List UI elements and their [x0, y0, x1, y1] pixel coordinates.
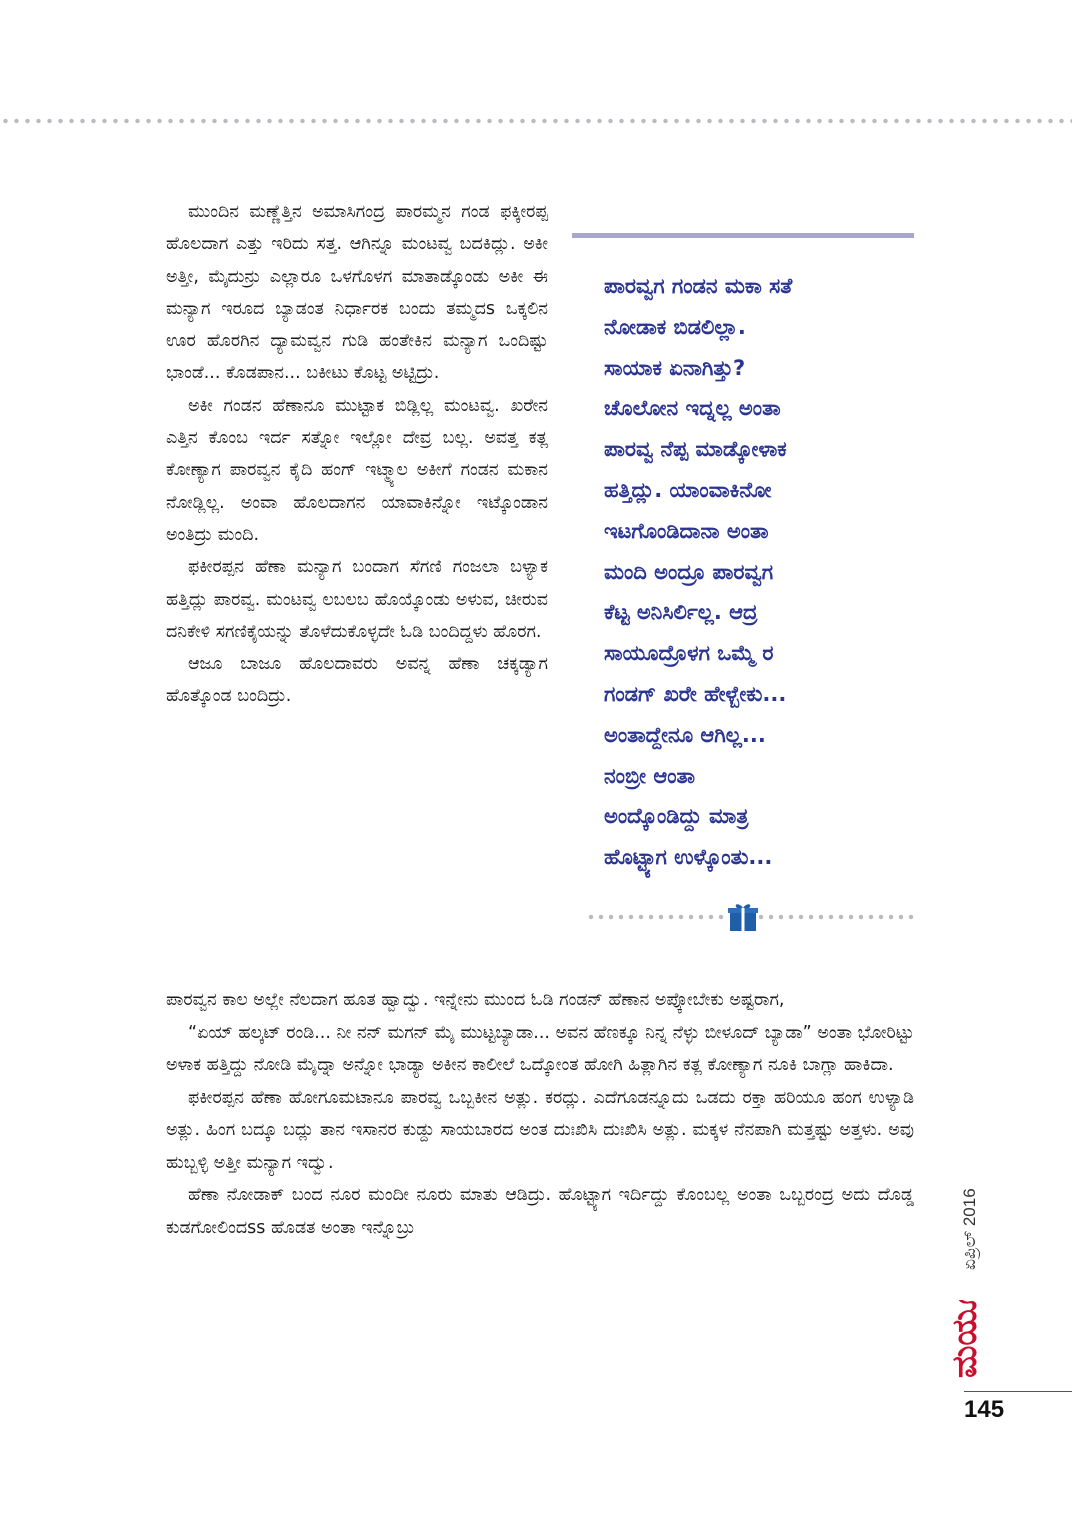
pull-quote-line: ಮಂದಿ ಅಂದ್ರೂ ಪಾರವ್ವಗ: [604, 559, 774, 584]
pull-quote-line: ನೋಡಾಕ ಬಿಡಲಿಲ್ಲಾ.: [604, 314, 746, 339]
paragraph: ಆಜೂ ಬಾಜೂ ಹೊಲದಾವರು ಅವನ್ನ ಹೆಣಾ ಚಕ್ಕಡ್ಯಾಗ ಹೊತ್ಕೊಂಡ ಬಂದಿದ್ರು.: [166, 654, 548, 707]
page-number: 145: [964, 1396, 1005, 1423]
pull-quote-line: ಇಟಗೊಂಡಿದಾನಾ ಅಂತಾ: [604, 518, 769, 543]
paragraph: ಮುಂದಿನ ಮಣ್ಣೆತ್ತಿನ ಅಮಾಸಿಗಂದ್ರ ಪಾರಮ್ಮನ ಗಂಡ ಫಕ್ಕೀರಪ್ಪ ಹೊಲದಾಗ ಎತ್ತು ಇರಿದು ಸತ್ತ. ಆಗಿನ್ನೂ ಮಂಟವ್ವ ಬದಕಿದ್ಲು. ಅಕೀ ಅತ್ತೀ, ಮೈದುನ್ರು ಎಲ್ಲಾರೂ ಒಳಗೊಳಗ ಮಾತಾಡ್ಕೊಂಡು ಅಕೀ ಈ ಮನ್ಯಾಗ ಇರೂದ ಬ್ಯಾಡಂತ ನಿರ್ಧಾರಕ ಬಂದು ತಮ್ಮದs ಒಕ್ಕಲಿನ ಊರ ಹೊರಗಿನ ದ್ಯಾಮವ್ವನ ಗುಡಿ ಹಂತೇಕಿನ ಮನ್ಯಾಗ ಒಂದಿಷ್ಟು ಭಾಂಡೆ... ಕೊಡಪಾನ... ಬಕೀಟು ಕೊಟ್ಟ ಅಟ್ಟಿದ್ರು.: [166, 202, 548, 384]
gift-icon: [727, 902, 759, 932]
pull-quote-line: ಸಾಯಾಕ ಏನಾಗಿತ್ತು?: [604, 355, 746, 380]
paragraph: ಪಾರವ್ವನ ಕಾಲ ಅಲ್ಲೇ ನೆಲದಾಗ ಹೂತ ಹ್ವಾದ್ವು. ಇನ್ನೇನು ಮುಂದ ಓಡಿ ಗಂಡನ್ ಹೆಣಾನ ಅಪ್ಕೋಬೇಕು ಅಷ್ಟರಾಗ,: [166, 990, 785, 1010]
pull-quote-line: ಹತ್ತಿದ್ಲು. ಯಾಂವಾಕಿನೋ: [604, 477, 772, 502]
masthead-logo: [936, 1300, 996, 1380]
pull-quote-line: ಕೆಟ್ಟ ಅನಿಸಿರ್ಲಿಲ್ಲ. ಆದ್ರ: [604, 600, 758, 625]
issue-date: [940, 1120, 1000, 1290]
paragraph: ಫಕೀರಪ್ಪನ ಹೆಣಾ ಮನ್ಯಾಗ ಬಂದಾಗ ಸೆಗಣಿ ಗಂಜಲಾ ಬಳ್ಯಾಕ ಹತ್ತಿದ್ಲು ಪಾರವ್ವ. ಮಂಟವ್ವ ಲಬಲಬ ಹೊಯ್ಕೊಂಡು ಅಳುವ, ಚೀರುವ ದನಿಕೇಳಿ ಸಗಣಿಕೈಯನ್ನು ತೊಳೆದುಕೊಳ್ಳದೇ ಓಡಿ ಬಂದಿದ್ದಳು ಹೊರಗ.: [166, 557, 548, 642]
pull-quote-rule: [572, 233, 914, 238]
top-dotted-rule: [0, 118, 1072, 124]
masthead-text: ಮಯೂರ: [945, 1300, 985, 1378]
paragraph: ಫಕೀರಪ್ಪನ ಹೆಣಾ ಹೋಗೂಮಟಾನೂ ಪಾರವ್ವ ಒಬ್ಬಕೀನ ಅತ್ಲು. ಕರದ್ಲು. ಎದೆಗೂಡನ್ನೂದು ಒಡದು ರಕ್ತಾ ಹರಿಯೂ ಹಂಗ ಉಳ್ಯಾಡಿ ಅತ್ಲು. ಹಿಂಗ ಬದ್ಕೂ ಬದ್ಲು ತಾನ ಇಸಾನರ ಕುಡ್ದು ಸಾಯಬಾರದ ಅಂತ ದುಃಖಿಸಿ ದುಃಖಿಸಿ ಅತ್ಲು. ಮಕ್ಕಳ ನೆನಪಾಗಿ ಮತ್ತಷ್ಟು ಅತ್ತಳು. ಅವು ಹುಬ್ಬಳ್ಳಿ ಅತ್ತೀ ಮನ್ಯಾಗ ಇದ್ವು.: [166, 1087, 914, 1173]
pull-quote-line: ಅಂದ್ಕೊಂಡಿದ್ದು ಮಾತ್ರ: [604, 804, 749, 829]
pull-quote: [604, 266, 904, 878]
pull-quote-line: ಹೊಟ್ಟ್ಯಾಗ ಉಳ್ಕೊಂತು...: [604, 845, 773, 870]
paragraph: ಅಕೀ ಗಂಡನ ಹೆಣಾನೂ ಮುಟ್ಟಾಕ ಬಿಡ್ಲಿಲ್ಲ ಮಂಟವ್ವ. ಖರೇನ ಎತ್ತಿನ ಕೊಂಬ ಇರ್ದ ಸತ್ನೋ ಇಲ್ಲೋ ದೇವ್ರ ಬಲ್ಲ. ಅವತ್ತ ಕತ್ಲ ಕೋಣ್ಯಾಗ ಪಾರವ್ವನ ಕೈದಿ ಹಂಗ್ ಇಟ್ಮ್ಯಾಲ ಅಕೀಗೆ ಗಂಡನ ಮಕಾನ ನೋಡ್ಲಿಲ್ಲ. ಅಂವಾ ಹೊಲದಾಗನ ಯಾವಾಕಿನ್ನೋ ಇಟ್ಕೊಂಡಾನ ಅಂತಿದ್ರು ಮಂದಿ.: [166, 395, 548, 545]
pull-quote-line: ಅಂತಾದ್ದೇನೂ ಆಗಿಲ್ಲ...: [604, 722, 766, 747]
folio-rule: [964, 1391, 1072, 1392]
full-width-text: [166, 984, 914, 1244]
issue-date-text: ಏಪ್ರಿಲ್ 2016: [960, 1188, 979, 1270]
paragraph: ಹೆಣಾ ನೋಡಾಕ್ ಬಂದ ನೂರ ಮಂದೀ ನೂರು ಮಾತು ಆಡಿದ್ರು. ಹೊಟ್ಟ್ಯಾಗ ಇರ್ದಿದ್ದು ಕೊಂಬಲ್ಲ ಅಂತಾ ಒಬ್ಬರಂದ್ರ ಅದು ದೊಡ್ಡ ಕುಡಗೋಲಿಂದss ಹೊಡತ ಅಂತಾ ಇನ್ನೊಬ್ರು: [166, 1185, 914, 1238]
pull-quote-line: ಚೊಲೋನ ಇದ್ನಲ್ಲ ಅಂತಾ: [604, 396, 781, 421]
left-text-column: [166, 196, 548, 713]
pull-quote-line: ಪಾರವ್ವ ನೆಪ್ಪ ಮಾಡ್ಕೋಳಾಕ: [604, 437, 787, 462]
pull-quote-line: ಪಾರವ್ವಗ ಗಂಡನ ಮಕಾ ಸತೆ: [604, 274, 793, 298]
pull-quote-line: ಸಾಯೂದ್ರೊಳಗ ಒಮ್ಮೆ ರ: [604, 641, 774, 666]
pull-quote-line: ನಂಬ್ರೀ ಆಂತಾ: [604, 763, 696, 788]
paragraph: “ಏಯ್ ಹಲ್ಕಟ್ ರಂಡಿ... ನೀ ನನ್ ಮಗನ್ ಮೈ ಮುಟ್ಟಬ್ಯಾಡಾ... ಅವನ ಹೆಣಕ್ಕೂ ನಿನ್ನ ನೆಳ್ಳು ಬೀಳೂದ್ ಬ್ಯಾಡಾ” ಅಂತಾ ಭೋರಿಟ್ಟು ಅಳಾಕ ಹತ್ತಿದ್ದು ನೋಡಿ ಮೈದ್ನಾ ಅನ್ನೋ ಭಾಡ್ಯಾ ಅಕೀನ ಕಾಲೀಲೆ ಒದ್ಕೋಂತ ಹೋಗಿ ಹಿತ್ಲಾಗಿನ ಕತ್ಲ ಕೋಣ್ಯಾಗ ನೂಕಿ ಬಾಗ್ಲಾ ಹಾಕಿದಾ.: [166, 1022, 914, 1075]
pull-quote-line: ಗಂಡಗ್ ಖರೇ ಹೇಳ್ಬೇಕು...: [604, 681, 787, 706]
